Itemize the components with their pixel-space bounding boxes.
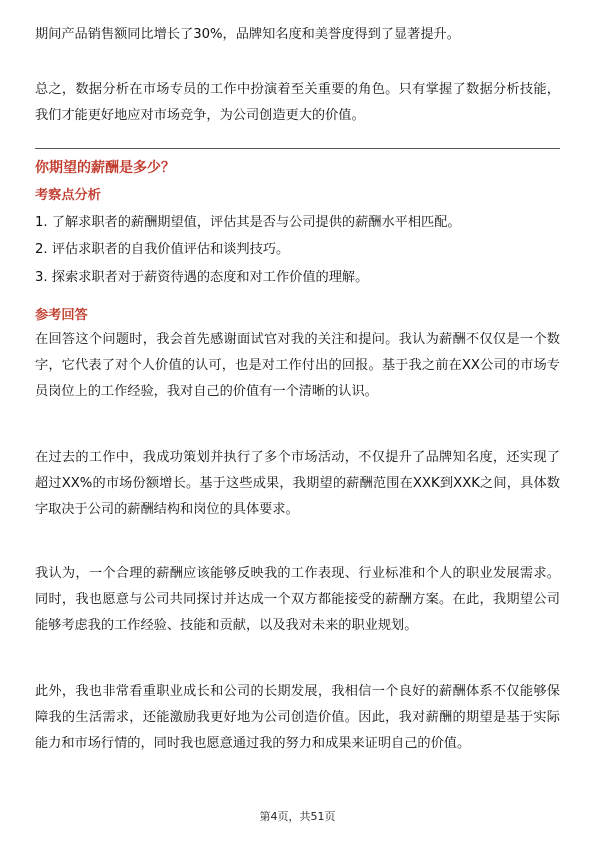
analysis-item: 3. 探索求职者对于薪资待遇的态度和对工作价值的理解。	[35, 270, 369, 285]
section-divider	[35, 148, 560, 149]
paragraph-sales-growth: 期间产品销售额同比增长了30%，品牌知名度和美誉度得到了显著提升。	[35, 27, 460, 42]
answer-paragraph: 此外，我也非常看重职业成长和公司的长期发展，我相信一个良好的薪酬体系不仅能够保障我的生活需求，还能激励我更好地为公司创造价值。因此，我对薪酬的期望是基于实际能力和市场行情的，同时我也愿意通过我的努力和成果来证明自己的价值。	[35, 684, 560, 751]
analysis-item: 1. 了解求职者的薪酬期望值，评估其是否与公司提供的薪酬水平相匹配。	[35, 215, 461, 230]
answer-title: 参考回答	[35, 308, 88, 323]
page-number-footer: 第4页，共51页	[259, 810, 336, 823]
analysis-item: 2. 评估求职者的自我价值评估和谈判技巧。	[35, 242, 290, 257]
paragraph-conclusion: 总之，数据分析在市场专员的工作中扮演着至关重要的角色。只有掌握了数据分析技能，我们才能更好地应对市场竞争，为公司创造更大的价值。	[35, 82, 560, 123]
answer-paragraph: 在过去的工作中，我成功策划并执行了多个市场活动，不仅提升了品牌知名度，还实现了超过XX%的市场份额增长。基于这些成果，我期望的薪酬范围在XXK到XXK之间，具体数字取决于公司的薪酬结构和岗位的具体要求。	[35, 450, 560, 517]
analysis-title: 考察点分析	[35, 188, 101, 203]
question-heading: 你期望的薪酬是多少？	[35, 160, 175, 176]
answer-paragraph: 在回答这个问题时，我会首先感谢面试官对我的关注和提问。我认为薪酬不仅仅是一个数字，它代表了对个人价值的认可，也是对工作付出的回报。基于我之前在XX公司的市场专员岗位上的工作经验，我对自己的价值有一个清晰的认识。	[35, 332, 560, 399]
answer-paragraph: 我认为，一个合理的薪酬应该能够反映我的工作表现、行业标准和个人的职业发展需求。同时，我也愿意与公司共同探讨并达成一个双方都能接受的薪酬方案。在此，我期望公司能够考虑我的工作经验、技能和贡献，以及我对未来的职业规划。	[35, 566, 560, 633]
